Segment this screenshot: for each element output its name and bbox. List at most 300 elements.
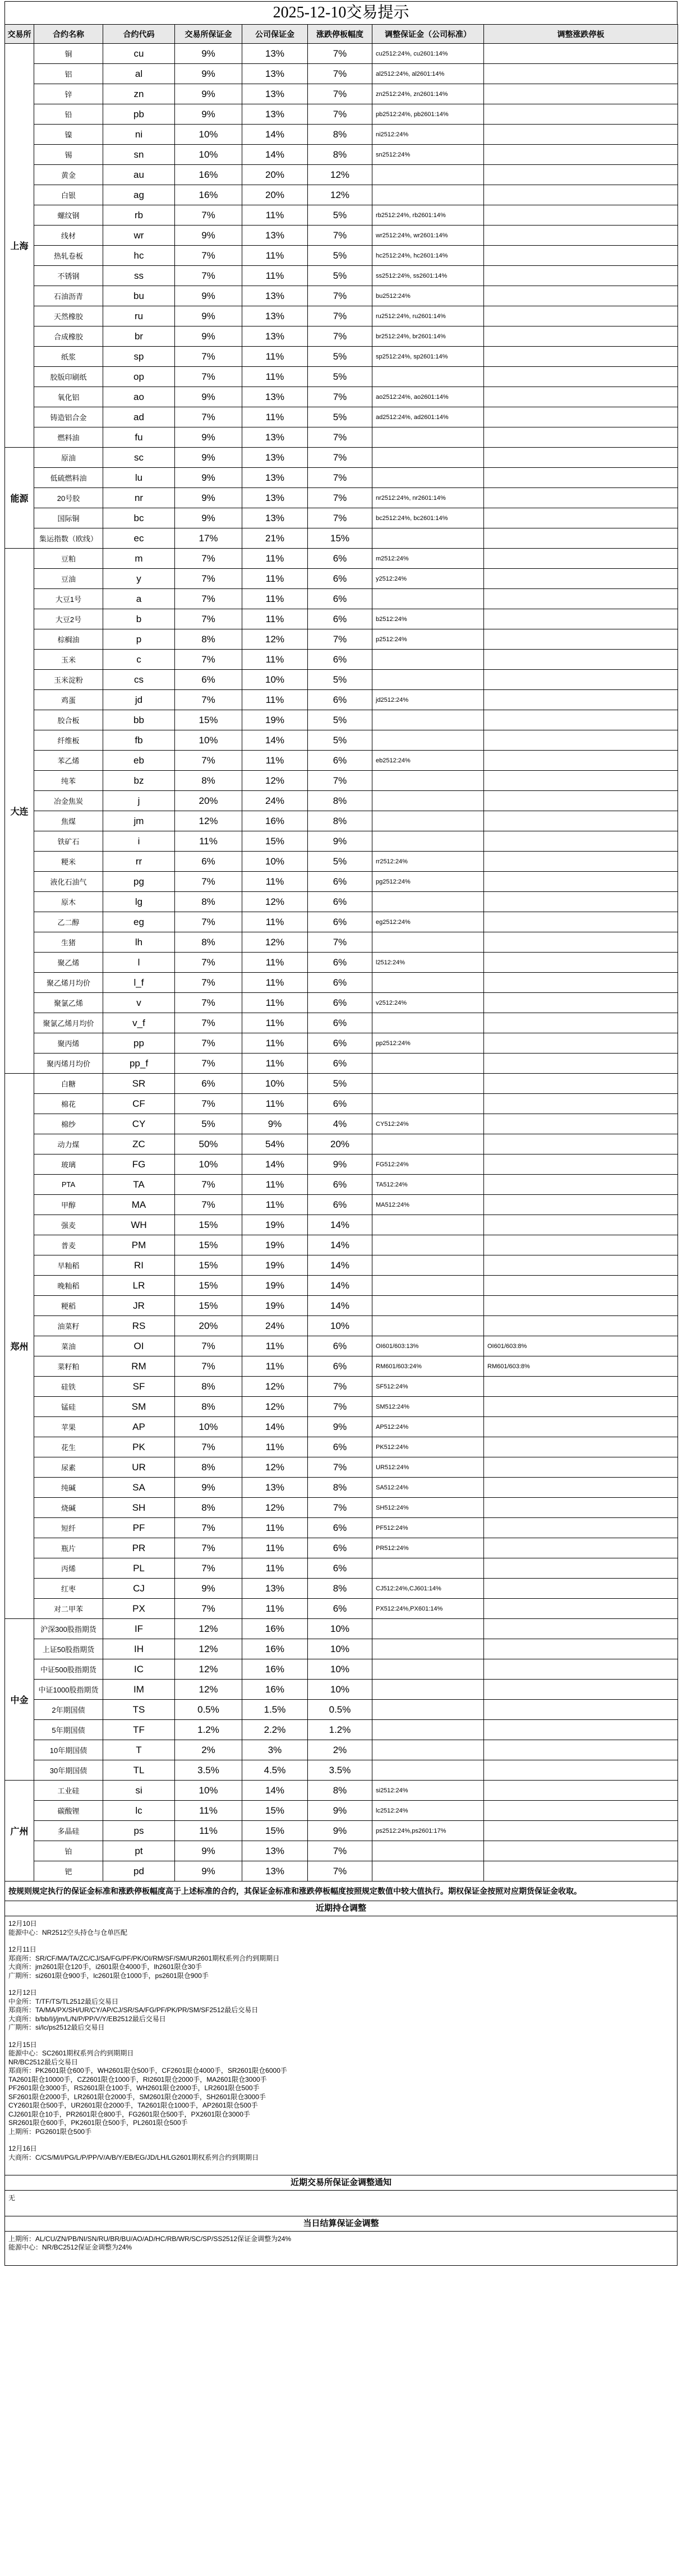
company-margin: 13%	[242, 1478, 308, 1498]
margin-adjustment	[372, 448, 484, 468]
exchange-margin: 7%	[175, 1356, 242, 1377]
price-limit: 7%	[308, 1377, 372, 1397]
notice-block: 无	[8, 2194, 16, 2202]
contract-code: b	[103, 609, 175, 629]
table-row	[5, 1680, 678, 1700]
exchange-margin: 11%	[175, 1821, 242, 1841]
exchange-margin: 7%	[175, 1336, 242, 1356]
price-limit: 8%	[308, 1781, 372, 1801]
margin-adjustment: lc2512:24%	[372, 1801, 484, 1821]
contract-name: 棉纱	[34, 1114, 103, 1134]
limit-adjustment	[484, 125, 678, 145]
contract-code: ao	[103, 387, 175, 407]
contract-code: au	[103, 165, 175, 185]
margin-adjustment	[372, 1013, 484, 1033]
company-margin: 11%	[242, 367, 308, 387]
limit-adjustment	[484, 84, 678, 104]
company-margin: 11%	[242, 1538, 308, 1558]
contract-code: a	[103, 589, 175, 609]
exchange-margin: 9%	[175, 488, 242, 508]
price-limit: 7%	[308, 226, 372, 246]
exchange-margin: 9%	[175, 1841, 242, 1861]
company-margin: 11%	[242, 347, 308, 367]
section-body	[5, 1916, 677, 2175]
contract-code: IC	[103, 1659, 175, 1680]
company-margin: 24%	[242, 1316, 308, 1336]
contract-name: 纯苯	[34, 771, 103, 791]
company-margin: 15%	[242, 1821, 308, 1841]
contract-name: PTA	[34, 1175, 103, 1195]
limit-adjustment	[484, 953, 678, 973]
company-margin: 13%	[242, 1579, 308, 1599]
price-limit: 6%	[308, 1336, 372, 1356]
limit-adjustment	[484, 690, 678, 710]
limit-adjustment	[484, 508, 678, 528]
price-limit: 7%	[308, 306, 372, 326]
company-margin: 11%	[242, 690, 308, 710]
contract-name: 棉花	[34, 1094, 103, 1114]
limit-adjustment	[484, 751, 678, 771]
price-limit: 6%	[308, 1195, 372, 1215]
limit-adjustment	[484, 145, 678, 165]
margin-adjustment	[372, 650, 484, 670]
contract-code: jd	[103, 690, 175, 710]
table-row	[5, 286, 678, 306]
company-margin: 9%	[242, 1114, 308, 1134]
limit-adjustment	[484, 1801, 678, 1821]
exchange-margin: 9%	[175, 387, 242, 407]
contract-code: eb	[103, 751, 175, 771]
limit-adjustment	[484, 993, 678, 1013]
price-limit: 6%	[308, 650, 372, 670]
column-header: 调整保证金（公司标准）	[372, 25, 484, 44]
company-margin: 19%	[242, 1255, 308, 1276]
contract-name: 沪深300股指期货	[34, 1619, 103, 1639]
contract-name: 多晶硅	[34, 1821, 103, 1841]
company-margin: 10%	[242, 670, 308, 690]
margin-adjustment	[372, 1235, 484, 1255]
table-row	[5, 872, 678, 892]
price-limit: 7%	[308, 387, 372, 407]
price-limit: 5%	[308, 1074, 372, 1094]
contract-code: hc	[103, 246, 175, 266]
table-row	[5, 1094, 678, 1114]
price-limit: 6%	[308, 973, 372, 993]
contract-code: pp_f	[103, 1054, 175, 1074]
limit-adjustment	[484, 1619, 678, 1639]
contract-code: CF	[103, 1094, 175, 1114]
company-margin: 11%	[242, 993, 308, 1013]
contract-code: PX	[103, 1599, 175, 1619]
exchange-margin: 7%	[175, 751, 242, 771]
exchange-margin: 15%	[175, 1235, 242, 1255]
margin-adjustment	[372, 1740, 484, 1760]
contract-code: lg	[103, 892, 175, 912]
table-row	[5, 710, 678, 730]
contract-name: 豆粕	[34, 549, 103, 569]
exchange-margin: 9%	[175, 326, 242, 347]
contract-code: cs	[103, 670, 175, 690]
contract-name: 锰硅	[34, 1397, 103, 1417]
contract-name: 生猪	[34, 932, 103, 953]
table-row	[5, 1054, 678, 1074]
table-row	[5, 1074, 678, 1094]
company-margin: 3%	[242, 1740, 308, 1760]
contract-code: T	[103, 1740, 175, 1760]
exchange-margin: 15%	[175, 710, 242, 730]
limit-adjustment	[484, 710, 678, 730]
limit-adjustment	[484, 205, 678, 226]
exchange-margin: 15%	[175, 1296, 242, 1316]
company-margin: 24%	[242, 791, 308, 811]
price-limit: 6%	[308, 1175, 372, 1195]
margin-adjustment: p2512:24%	[372, 629, 484, 650]
exchange-margin: 15%	[175, 1276, 242, 1296]
limit-adjustment	[484, 932, 678, 953]
company-margin: 16%	[242, 1619, 308, 1639]
exchange-margin: 7%	[175, 609, 242, 629]
price-limit: 7%	[308, 44, 372, 64]
contract-code: ni	[103, 125, 175, 145]
margin-adjustment: b2512:24%	[372, 609, 484, 629]
limit-adjustment	[484, 1114, 678, 1134]
price-limit: 4%	[308, 1114, 372, 1134]
company-margin: 11%	[242, 1518, 308, 1538]
contract-code: y	[103, 569, 175, 589]
company-margin: 13%	[242, 387, 308, 407]
contract-name: 铅	[34, 104, 103, 125]
exchange-margin: 7%	[175, 1033, 242, 1054]
contract-name: 聚氯乙烯月均价	[34, 1013, 103, 1033]
exchange-margin: 7%	[175, 912, 242, 932]
exchange-margin: 15%	[175, 1215, 242, 1235]
exchange-margin: 7%	[175, 549, 242, 569]
company-margin: 12%	[242, 932, 308, 953]
limit-adjustment	[484, 286, 678, 306]
company-margin: 12%	[242, 1397, 308, 1417]
company-margin: 11%	[242, 205, 308, 226]
contract-code: IF	[103, 1619, 175, 1639]
contract-name: 聚氯乙烯	[34, 993, 103, 1013]
contract-name: 豆油	[34, 569, 103, 589]
contract-name: 聚丙烯	[34, 1033, 103, 1054]
margin-table	[4, 24, 678, 1882]
contract-code: sp	[103, 347, 175, 367]
margin-adjustment	[372, 1720, 484, 1740]
company-margin: 2.2%	[242, 1720, 308, 1740]
contract-name: 甲醇	[34, 1195, 103, 1215]
limit-adjustment	[484, 1700, 678, 1720]
table-row	[5, 1579, 678, 1599]
limit-adjustment	[484, 1013, 678, 1033]
contract-code: LR	[103, 1276, 175, 1296]
price-limit: 7%	[308, 1397, 372, 1417]
limit-adjustment	[484, 488, 678, 508]
contract-name: 纸浆	[34, 347, 103, 367]
table-row	[5, 1821, 678, 1841]
limit-adjustment	[484, 730, 678, 751]
table-row	[5, 751, 678, 771]
price-limit: 7%	[308, 468, 372, 488]
exchange-margin: 9%	[175, 1579, 242, 1599]
limit-adjustment	[484, 1377, 678, 1397]
contract-code: sc	[103, 448, 175, 468]
rule-note: 按规则规定执行的保证金标准和涨跌停板幅度高于上述标准的合约，其保证金标准和涨跌停板幅度按照规定数值中较大值执行。期权保证金按照对应期货保证金收取。	[8, 1887, 582, 1896]
margin-adjustment: si2512:24%	[372, 1781, 484, 1801]
exchange-margin: 16%	[175, 165, 242, 185]
margin-adjustment	[372, 1841, 484, 1861]
contract-code: pp	[103, 1033, 175, 1054]
table-row	[5, 912, 678, 932]
table-header-row	[5, 25, 678, 44]
company-margin: 11%	[242, 1094, 308, 1114]
table-row	[5, 1195, 678, 1215]
margin-adjustment: CJ512:24%,CJ601:14%	[372, 1579, 484, 1599]
limit-adjustment	[484, 609, 678, 629]
price-limit: 12%	[308, 165, 372, 185]
company-margin: 13%	[242, 104, 308, 125]
exchange-margin: 7%	[175, 650, 242, 670]
table-row	[5, 266, 678, 286]
exchange-margin: 9%	[175, 1478, 242, 1498]
contract-code: fb	[103, 730, 175, 751]
exchange-margin: 7%	[175, 1094, 242, 1114]
exchange-margin: 7%	[175, 347, 242, 367]
limit-adjustment	[484, 1861, 678, 1882]
margin-adjustment	[372, 1074, 484, 1094]
contract-name: 苯乙烯	[34, 751, 103, 771]
contract-name: 合成橡胶	[34, 326, 103, 347]
table-row	[5, 1861, 678, 1882]
margin-adjustment: zn2512:24%, zn2601:14%	[372, 84, 484, 104]
company-margin: 13%	[242, 306, 308, 326]
margin-adjustment	[372, 1760, 484, 1781]
limit-adjustment	[484, 1781, 678, 1801]
contract-name: 动力煤	[34, 1134, 103, 1154]
contract-name: 铝	[34, 64, 103, 84]
exchange-margin: 9%	[175, 226, 242, 246]
table-row	[5, 185, 678, 205]
exchange-margin: 7%	[175, 1538, 242, 1558]
contract-name: 大豆1号	[34, 589, 103, 609]
margin-adjustment	[372, 468, 484, 488]
table-row	[5, 44, 678, 64]
exchange-margin: 7%	[175, 1054, 242, 1074]
price-limit: 6%	[308, 1558, 372, 1579]
contract-code: l	[103, 953, 175, 973]
price-limit: 9%	[308, 1801, 372, 1821]
company-margin: 16%	[242, 811, 308, 831]
company-margin: 13%	[242, 286, 308, 306]
limit-adjustment	[484, 1175, 678, 1195]
contract-name: 乙二醇	[34, 912, 103, 932]
table-row	[5, 1498, 678, 1518]
price-limit: 6%	[308, 1094, 372, 1114]
margin-adjustment: eg2512:24%	[372, 912, 484, 932]
margin-adjustment: PR512:24%	[372, 1538, 484, 1558]
limit-adjustment	[484, 589, 678, 609]
margin-adjustment: bu2512:24%	[372, 286, 484, 306]
price-limit: 1.2%	[308, 1720, 372, 1740]
table-row	[5, 1356, 678, 1377]
contract-code: m	[103, 549, 175, 569]
price-limit: 6%	[308, 993, 372, 1013]
price-limit: 14%	[308, 1215, 372, 1235]
price-limit: 9%	[308, 1821, 372, 1841]
margin-adjustment: ao2512:24%, ao2601:14%	[372, 387, 484, 407]
company-margin: 10%	[242, 852, 308, 872]
price-limit: 7%	[308, 508, 372, 528]
margin-adjustment	[372, 771, 484, 791]
table-row	[5, 1134, 678, 1154]
column-header: 交易所保证金	[175, 25, 242, 44]
contract-code: bu	[103, 286, 175, 306]
table-row	[5, 1781, 678, 1801]
table-row	[5, 771, 678, 791]
exchange-margin: 7%	[175, 953, 242, 973]
exchange-margin: 7%	[175, 993, 242, 1013]
company-margin: 13%	[242, 448, 308, 468]
exchange-margin: 7%	[175, 1175, 242, 1195]
limit-adjustment	[484, 326, 678, 347]
table-row	[5, 1538, 678, 1558]
contract-code: cu	[103, 44, 175, 64]
contract-name: 胶合板	[34, 710, 103, 730]
table-row	[5, 407, 678, 427]
column-header: 涨跌停板幅度	[308, 25, 372, 44]
margin-adjustment	[372, 831, 484, 852]
margin-adjustment: al2512:24%, al2601:14%	[372, 64, 484, 84]
contract-name: 石油沥青	[34, 286, 103, 306]
table-row	[5, 306, 678, 326]
contract-name: 铸造铝合金	[34, 407, 103, 427]
company-margin: 20%	[242, 165, 308, 185]
limit-adjustment	[484, 1760, 678, 1781]
limit-adjustment	[484, 1255, 678, 1276]
contract-name: 瓶片	[34, 1538, 103, 1558]
notice-block: 12月11日 郑商所：SR/CF/MA/TA/ZC/CJ/SA/FG/PF/PK/OI/RM/SF/SM/UR2601期权系列合约到期期日 大商所：jm2601限仓120手，i2601限仓4000手，lh2601限仓30手 广期所：si2601限仓900手，lc2601限仓1000手，ps2601限仓900手	[8, 1945, 280, 1980]
price-limit: 5%	[308, 730, 372, 751]
margin-adjustment: SA512:24%	[372, 1478, 484, 1498]
margin-adjustment: sp2512:24%, sp2601:14%	[372, 347, 484, 367]
exchange-margin: 10%	[175, 730, 242, 751]
contract-code: pg	[103, 872, 175, 892]
company-margin: 19%	[242, 1235, 308, 1255]
margin-adjustment: ss2512:24%, ss2601:14%	[372, 266, 484, 286]
price-limit: 7%	[308, 488, 372, 508]
contract-name: 燃料油	[34, 427, 103, 448]
price-limit: 10%	[308, 1659, 372, 1680]
company-margin: 19%	[242, 1296, 308, 1316]
contract-code: CY	[103, 1114, 175, 1134]
limit-adjustment	[484, 1235, 678, 1255]
contract-code: RS	[103, 1316, 175, 1336]
margin-adjustment	[372, 1094, 484, 1114]
contract-code: pd	[103, 1861, 175, 1882]
price-limit: 8%	[308, 791, 372, 811]
exchange-margin: 8%	[175, 1498, 242, 1518]
contract-name: 钯	[34, 1861, 103, 1882]
exchange-cell: 郑州	[5, 1074, 34, 1619]
margin-adjustment	[372, 1255, 484, 1276]
notice-section	[4, 2175, 678, 2216]
contract-name: 棕榈油	[34, 629, 103, 650]
exchange-margin: 7%	[175, 1518, 242, 1538]
margin-adjustment	[372, 367, 484, 387]
exchange-margin: 9%	[175, 427, 242, 448]
table-row	[5, 609, 678, 629]
table-row	[5, 1255, 678, 1276]
company-margin: 19%	[242, 1276, 308, 1296]
company-margin: 11%	[242, 246, 308, 266]
contract-name: 普麦	[34, 1235, 103, 1255]
contract-code: UR	[103, 1457, 175, 1478]
margin-adjustment	[372, 811, 484, 831]
table-row	[5, 549, 678, 569]
table-row	[5, 650, 678, 670]
exchange-margin: 16%	[175, 185, 242, 205]
margin-adjustment: CY512:24%	[372, 1114, 484, 1134]
contract-name: 铂	[34, 1841, 103, 1861]
contract-name: 对二甲苯	[34, 1599, 103, 1619]
company-margin: 11%	[242, 1356, 308, 1377]
table-row	[5, 367, 678, 387]
margin-adjustment: UR512:24%	[372, 1457, 484, 1478]
contract-name: 中证500股指期货	[34, 1659, 103, 1680]
exchange-margin: 6%	[175, 670, 242, 690]
contract-name: 白银	[34, 185, 103, 205]
price-limit: 7%	[308, 771, 372, 791]
company-margin: 11%	[242, 973, 308, 993]
limit-adjustment	[484, 892, 678, 912]
limit-adjustment	[484, 1276, 678, 1296]
exchange-margin: 7%	[175, 1195, 242, 1215]
table-row	[5, 1437, 678, 1457]
contract-name: 烧碱	[34, 1498, 103, 1518]
margin-adjustment	[372, 1296, 484, 1316]
exchange-margin: 9%	[175, 44, 242, 64]
margin-adjustment	[372, 1134, 484, 1154]
margin-adjustment: eb2512:24%	[372, 751, 484, 771]
exchange-margin: 12%	[175, 1659, 242, 1680]
table-row	[5, 1235, 678, 1255]
exchange-margin: 0.5%	[175, 1700, 242, 1720]
company-margin: 16%	[242, 1639, 308, 1659]
margin-adjustment	[372, 1558, 484, 1579]
limit-adjustment	[484, 1740, 678, 1760]
table-row	[5, 629, 678, 650]
margin-adjustment	[372, 1639, 484, 1659]
contract-name: 花生	[34, 1437, 103, 1457]
limit-adjustment	[484, 1154, 678, 1175]
company-margin: 12%	[242, 771, 308, 791]
exchange-margin: 10%	[175, 1154, 242, 1175]
company-margin: 11%	[242, 1175, 308, 1195]
margin-adjustment	[372, 892, 484, 912]
contract-name: 低硫燃料油	[34, 468, 103, 488]
margin-adjustment: rb2512:24%, rb2601:14%	[372, 205, 484, 226]
limit-adjustment	[484, 1054, 678, 1074]
exchange-margin: 6%	[175, 1074, 242, 1094]
table-row	[5, 508, 678, 528]
exchange-margin: 9%	[175, 286, 242, 306]
contract-code: zn	[103, 84, 175, 104]
limit-adjustment	[484, 973, 678, 993]
contract-name: 原木	[34, 892, 103, 912]
table-row	[5, 1558, 678, 1579]
contract-name: 热轧卷板	[34, 246, 103, 266]
margin-adjustment: jd2512:24%	[372, 690, 484, 710]
